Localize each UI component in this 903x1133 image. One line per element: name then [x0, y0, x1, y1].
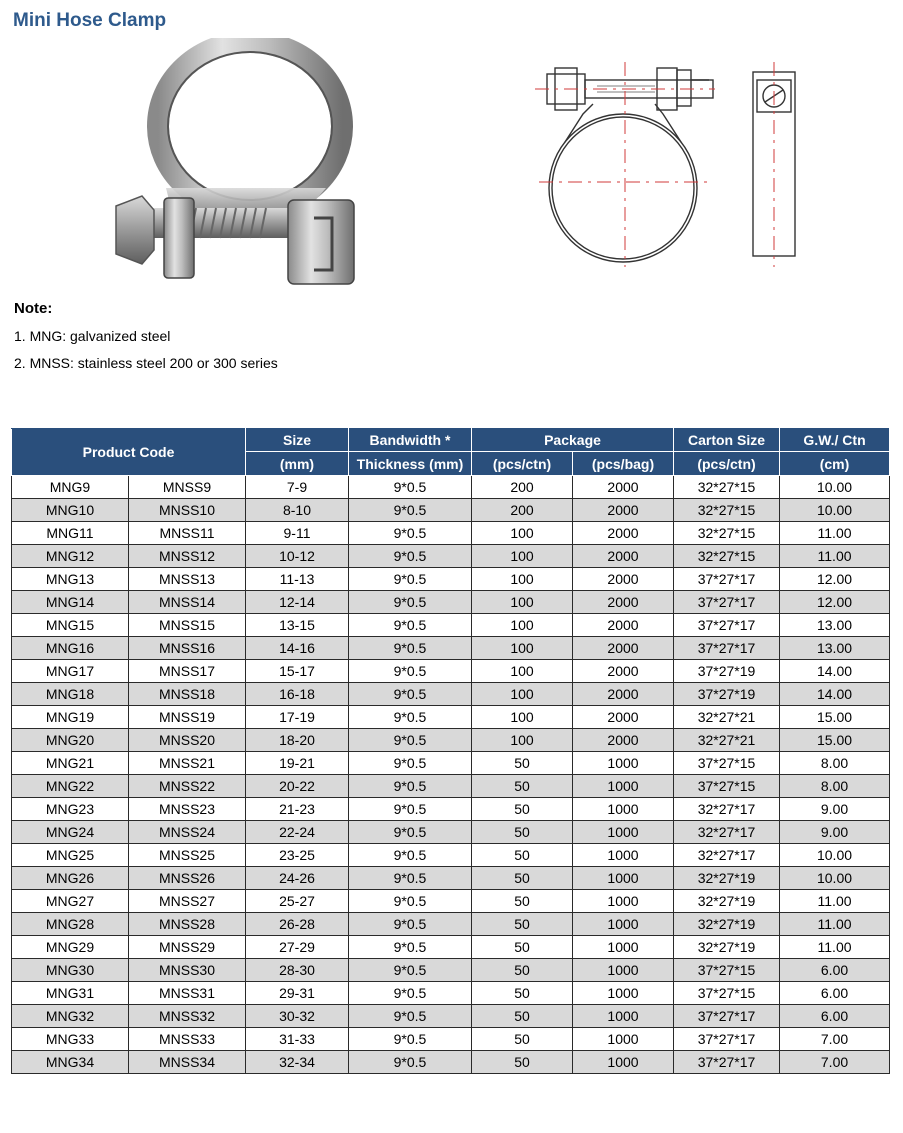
- cell-size: 10-12: [246, 545, 349, 568]
- cell-carton-size: 32*27*19: [674, 867, 780, 890]
- cell-pcs-bag: 1000: [573, 844, 674, 867]
- cell-size: 15-17: [246, 660, 349, 683]
- cell-pcs-ctn: 50: [472, 775, 573, 798]
- table-row: [12, 959, 890, 982]
- cell-mng-code: MNG19: [12, 706, 129, 729]
- cell-carton-size: 32*27*15: [674, 476, 780, 499]
- cell-mng-code: MNG30: [12, 959, 129, 982]
- cell-mng-code: MNG13: [12, 568, 129, 591]
- cell-bandwidth-thickness: 9*0.5: [349, 1005, 472, 1028]
- cell-pcs-ctn: 200: [472, 499, 573, 522]
- cell-carton-size: 37*27*15: [674, 959, 780, 982]
- cell-carton-size: 32*27*17: [674, 844, 780, 867]
- cell-pcs-bag: 2000: [573, 706, 674, 729]
- table-row: [12, 476, 890, 499]
- spec-table: [11, 428, 890, 1074]
- cell-bandwidth-thickness: 9*0.5: [349, 522, 472, 545]
- cell-bandwidth-thickness: 9*0.5: [349, 614, 472, 637]
- table-row: [12, 568, 890, 591]
- cell-carton-size: 37*27*15: [674, 752, 780, 775]
- cell-gross-weight: 13.00: [780, 637, 890, 660]
- cell-bandwidth-thickness: 9*0.5: [349, 476, 472, 499]
- cell-mnss-code: MNSS18: [129, 683, 246, 706]
- cell-mng-code: MNG14: [12, 591, 129, 614]
- cell-mnss-code: MNSS17: [129, 660, 246, 683]
- cell-pcs-bag: 2000: [573, 499, 674, 522]
- cell-gross-weight: 15.00: [780, 729, 890, 752]
- cell-pcs-ctn: 50: [472, 867, 573, 890]
- cell-bandwidth-thickness: 9*0.5: [349, 936, 472, 959]
- cell-mnss-code: MNSS24: [129, 821, 246, 844]
- cell-mng-code: MNG31: [12, 982, 129, 1005]
- cell-pcs-bag: 1000: [573, 867, 674, 890]
- cell-carton-size: 37*27*17: [674, 568, 780, 591]
- cell-pcs-bag: 2000: [573, 729, 674, 752]
- cell-gross-weight: 6.00: [780, 1005, 890, 1028]
- header-pcs-bag: (pcs/bag): [573, 452, 674, 476]
- cell-carton-size: 37*27*15: [674, 775, 780, 798]
- header-carton-size: Carton Size: [674, 429, 780, 452]
- table-row: [12, 591, 890, 614]
- cell-size: 18-20: [246, 729, 349, 752]
- cell-mng-code: MNG18: [12, 683, 129, 706]
- cell-pcs-ctn: 50: [472, 890, 573, 913]
- cell-pcs-ctn: 100: [472, 660, 573, 683]
- cell-gross-weight: 11.00: [780, 890, 890, 913]
- cell-gross-weight: 10.00: [780, 499, 890, 522]
- cell-bandwidth-thickness: 9*0.5: [349, 545, 472, 568]
- table-row: [12, 913, 890, 936]
- cell-size: 28-30: [246, 959, 349, 982]
- cell-pcs-ctn: 50: [472, 1005, 573, 1028]
- cell-size: 29-31: [246, 982, 349, 1005]
- cell-mnss-code: MNSS15: [129, 614, 246, 637]
- cell-mnss-code: MNSS16: [129, 637, 246, 660]
- cell-size: 8-10: [246, 499, 349, 522]
- table-row: [12, 637, 890, 660]
- cell-size: 11-13: [246, 568, 349, 591]
- cell-bandwidth-thickness: 9*0.5: [349, 499, 472, 522]
- cell-pcs-bag: 2000: [573, 545, 674, 568]
- cell-pcs-ctn: 100: [472, 545, 573, 568]
- cell-carton-size: 32*27*15: [674, 499, 780, 522]
- cell-bandwidth-thickness: 9*0.5: [349, 775, 472, 798]
- cell-pcs-ctn: 50: [472, 982, 573, 1005]
- cell-mnss-code: MNSS22: [129, 775, 246, 798]
- note-item: 2. MNSS: stainless steel 200 or 300 series: [14, 355, 278, 371]
- cell-pcs-bag: 1000: [573, 913, 674, 936]
- cell-pcs-bag: 2000: [573, 683, 674, 706]
- cell-carton-size: 32*27*21: [674, 729, 780, 752]
- cell-pcs-bag: 1000: [573, 798, 674, 821]
- cell-mnss-code: MNSS33: [129, 1028, 246, 1051]
- cell-size: 9-11: [246, 522, 349, 545]
- cell-size: 24-26: [246, 867, 349, 890]
- cell-pcs-ctn: 100: [472, 568, 573, 591]
- cell-size: 27-29: [246, 936, 349, 959]
- spec-table-body: [12, 476, 890, 1074]
- cell-pcs-bag: 1000: [573, 752, 674, 775]
- cell-mnss-code: MNSS34: [129, 1051, 246, 1074]
- cell-gross-weight: 14.00: [780, 660, 890, 683]
- cell-bandwidth-thickness: 9*0.5: [349, 844, 472, 867]
- cell-pcs-bag: 2000: [573, 568, 674, 591]
- cell-pcs-bag: 1000: [573, 1005, 674, 1028]
- cell-bandwidth-thickness: 9*0.5: [349, 683, 472, 706]
- cell-mnss-code: MNSS30: [129, 959, 246, 982]
- cell-pcs-ctn: 50: [472, 1051, 573, 1074]
- cell-gross-weight: 15.00: [780, 706, 890, 729]
- cell-gross-weight: 12.00: [780, 591, 890, 614]
- cell-mng-code: MNG27: [12, 890, 129, 913]
- cell-bandwidth-thickness: 9*0.5: [349, 660, 472, 683]
- cell-gross-weight: 12.00: [780, 568, 890, 591]
- header-gw-unit: (cm): [780, 452, 890, 476]
- header-size: Size: [246, 429, 349, 452]
- cell-mnss-code: MNSS13: [129, 568, 246, 591]
- table-row: [12, 614, 890, 637]
- table-row: [12, 1028, 890, 1051]
- cell-carton-size: 37*27*19: [674, 683, 780, 706]
- cell-bandwidth-thickness: 9*0.5: [349, 729, 472, 752]
- cell-mnss-code: MNSS11: [129, 522, 246, 545]
- cell-mnss-code: MNSS23: [129, 798, 246, 821]
- table-row: [12, 982, 890, 1005]
- note-item: 1. MNG: galvanized steel: [14, 328, 171, 344]
- cell-mnss-code: MNSS12: [129, 545, 246, 568]
- cell-mng-code: MNG29: [12, 936, 129, 959]
- cell-mnss-code: MNSS9: [129, 476, 246, 499]
- cell-size: 7-9: [246, 476, 349, 499]
- cell-mng-code: MNG32: [12, 1005, 129, 1028]
- cell-mnss-code: MNSS19: [129, 706, 246, 729]
- table-row: [12, 522, 890, 545]
- cell-mnss-code: MNSS26: [129, 867, 246, 890]
- technical-drawing: [535, 62, 855, 267]
- table-row: [12, 936, 890, 959]
- cell-pcs-bag: 1000: [573, 1051, 674, 1074]
- table-row: [12, 706, 890, 729]
- cell-gross-weight: 7.00: [780, 1051, 890, 1074]
- cell-mng-code: MNG24: [12, 821, 129, 844]
- cell-pcs-bag: 2000: [573, 660, 674, 683]
- cell-size: 13-15: [246, 614, 349, 637]
- header-package: Package: [472, 429, 674, 452]
- cell-bandwidth-thickness: 9*0.5: [349, 959, 472, 982]
- cell-size: 22-24: [246, 821, 349, 844]
- cell-mng-code: MNG20: [12, 729, 129, 752]
- cell-carton-size: 37*27*17: [674, 614, 780, 637]
- table-row: [12, 867, 890, 890]
- cell-mng-code: MNG22: [12, 775, 129, 798]
- cell-pcs-ctn: 50: [472, 959, 573, 982]
- cell-bandwidth-thickness: 9*0.5: [349, 982, 472, 1005]
- cell-size: 25-27: [246, 890, 349, 913]
- cell-bandwidth-thickness: 9*0.5: [349, 798, 472, 821]
- cell-bandwidth-thickness: 9*0.5: [349, 1051, 472, 1074]
- table-row: [12, 1005, 890, 1028]
- cell-mng-code: MNG25: [12, 844, 129, 867]
- cell-carton-size: 32*27*17: [674, 798, 780, 821]
- cell-carton-size: 37*27*19: [674, 660, 780, 683]
- cell-pcs-ctn: 50: [472, 936, 573, 959]
- cell-pcs-ctn: 50: [472, 821, 573, 844]
- cell-carton-size: 32*27*15: [674, 522, 780, 545]
- table-row: [12, 844, 890, 867]
- cell-mng-code: MNG26: [12, 867, 129, 890]
- cell-gross-weight: 7.00: [780, 1028, 890, 1051]
- cell-gross-weight: 9.00: [780, 798, 890, 821]
- cell-carton-size: 37*27*17: [674, 1051, 780, 1074]
- header-pcs-ctn: (pcs/ctn): [472, 452, 573, 476]
- page-title: Mini Hose Clamp: [13, 10, 167, 31]
- cell-carton-size: 32*27*21: [674, 706, 780, 729]
- cell-gross-weight: 11.00: [780, 936, 890, 959]
- cell-mnss-code: MNSS27: [129, 890, 246, 913]
- cell-carton-size: 32*27*19: [674, 936, 780, 959]
- cell-carton-size: 32*27*19: [674, 913, 780, 936]
- cell-bandwidth-thickness: 9*0.5: [349, 591, 472, 614]
- cell-pcs-ctn: 100: [472, 614, 573, 637]
- cell-mnss-code: MNSS21: [129, 752, 246, 775]
- cell-mnss-code: MNSS29: [129, 936, 246, 959]
- cell-mng-code: MNG10: [12, 499, 129, 522]
- cell-mng-code: MNG21: [12, 752, 129, 775]
- cell-mnss-code: MNSS10: [129, 499, 246, 522]
- cell-pcs-ctn: 50: [472, 844, 573, 867]
- table-row: [12, 890, 890, 913]
- cell-mnss-code: MNSS25: [129, 844, 246, 867]
- cell-bandwidth-thickness: 9*0.5: [349, 752, 472, 775]
- cell-pcs-ctn: 100: [472, 522, 573, 545]
- table-row: [12, 729, 890, 752]
- cell-gross-weight: 13.00: [780, 614, 890, 637]
- table-row: [12, 683, 890, 706]
- cell-gross-weight: 6.00: [780, 959, 890, 982]
- hose-clamp-photo: [106, 38, 366, 290]
- cell-pcs-bag: 1000: [573, 775, 674, 798]
- cell-bandwidth-thickness: 9*0.5: [349, 821, 472, 844]
- cell-carton-size: 37*27*17: [674, 591, 780, 614]
- cell-size: 26-28: [246, 913, 349, 936]
- cell-mng-code: MNG16: [12, 637, 129, 660]
- cell-pcs-bag: 1000: [573, 821, 674, 844]
- cell-carton-size: 37*27*17: [674, 1005, 780, 1028]
- cell-bandwidth-thickness: 9*0.5: [349, 706, 472, 729]
- cell-carton-size: 37*27*15: [674, 982, 780, 1005]
- cell-size: 21-23: [246, 798, 349, 821]
- cell-gross-weight: 11.00: [780, 913, 890, 936]
- cell-pcs-ctn: 100: [472, 706, 573, 729]
- header-gw: G.W./ Ctn: [780, 429, 890, 452]
- cell-bandwidth-thickness: 9*0.5: [349, 913, 472, 936]
- cell-pcs-ctn: 50: [472, 913, 573, 936]
- cell-pcs-bag: 2000: [573, 591, 674, 614]
- header-bandwidth: Bandwidth *: [349, 429, 472, 452]
- cell-mng-code: MNG9: [12, 476, 129, 499]
- cell-mng-code: MNG12: [12, 545, 129, 568]
- header-carton-unit: (pcs/ctn): [674, 452, 780, 476]
- cell-size: 30-32: [246, 1005, 349, 1028]
- cell-size: 32-34: [246, 1051, 349, 1074]
- cell-gross-weight: 10.00: [780, 476, 890, 499]
- table-row: [12, 499, 890, 522]
- cell-bandwidth-thickness: 9*0.5: [349, 890, 472, 913]
- cell-gross-weight: 10.00: [780, 844, 890, 867]
- cell-mng-code: MNG17: [12, 660, 129, 683]
- table-row: [12, 752, 890, 775]
- cell-mng-code: MNG33: [12, 1028, 129, 1051]
- cell-size: 23-25: [246, 844, 349, 867]
- cell-mnss-code: MNSS32: [129, 1005, 246, 1028]
- cell-mng-code: MNG15: [12, 614, 129, 637]
- cell-size: 19-21: [246, 752, 349, 775]
- cell-gross-weight: 9.00: [780, 821, 890, 844]
- cell-mnss-code: MNSS20: [129, 729, 246, 752]
- cell-mnss-code: MNSS31: [129, 982, 246, 1005]
- cell-size: 31-33: [246, 1028, 349, 1051]
- cell-pcs-ctn: 100: [472, 637, 573, 660]
- header-product-code: Product Code: [12, 429, 246, 476]
- cell-mng-code: MNG34: [12, 1051, 129, 1074]
- cell-pcs-bag: 1000: [573, 936, 674, 959]
- cell-size: 20-22: [246, 775, 349, 798]
- cell-size: 16-18: [246, 683, 349, 706]
- cell-gross-weight: 11.00: [780, 545, 890, 568]
- cell-mnss-code: MNSS14: [129, 591, 246, 614]
- cell-gross-weight: 14.00: [780, 683, 890, 706]
- table-row: [12, 1051, 890, 1074]
- table-row: [12, 660, 890, 683]
- cell-mng-code: MNG28: [12, 913, 129, 936]
- note-heading: Note:: [14, 300, 53, 317]
- cell-bandwidth-thickness: 9*0.5: [349, 568, 472, 591]
- cell-carton-size: 32*27*17: [674, 821, 780, 844]
- cell-size: 17-19: [246, 706, 349, 729]
- cell-mng-code: MNG11: [12, 522, 129, 545]
- cell-carton-size: 37*27*17: [674, 1028, 780, 1051]
- cell-pcs-bag: 2000: [573, 614, 674, 637]
- cell-gross-weight: 8.00: [780, 775, 890, 798]
- cell-gross-weight: 11.00: [780, 522, 890, 545]
- table-row: [12, 545, 890, 568]
- cell-pcs-ctn: 100: [472, 683, 573, 706]
- header-size-unit: (mm): [246, 452, 349, 476]
- table-row: [12, 775, 890, 798]
- cell-mnss-code: MNSS28: [129, 913, 246, 936]
- cell-pcs-ctn: 100: [472, 591, 573, 614]
- cell-size: 12-14: [246, 591, 349, 614]
- table-row: [12, 821, 890, 844]
- cell-pcs-bag: 2000: [573, 522, 674, 545]
- cell-pcs-ctn: 200: [472, 476, 573, 499]
- cell-pcs-bag: 2000: [573, 637, 674, 660]
- cell-pcs-bag: 1000: [573, 982, 674, 1005]
- cell-bandwidth-thickness: 9*0.5: [349, 637, 472, 660]
- cell-pcs-bag: 1000: [573, 1028, 674, 1051]
- cell-gross-weight: 6.00: [780, 982, 890, 1005]
- cell-carton-size: 32*27*15: [674, 545, 780, 568]
- cell-mng-code: MNG23: [12, 798, 129, 821]
- cell-bandwidth-thickness: 9*0.5: [349, 1028, 472, 1051]
- cell-size: 14-16: [246, 637, 349, 660]
- cell-pcs-ctn: 50: [472, 752, 573, 775]
- header-thickness: Thickness (mm): [349, 452, 472, 476]
- cell-bandwidth-thickness: 9*0.5: [349, 867, 472, 890]
- cell-gross-weight: 8.00: [780, 752, 890, 775]
- cell-pcs-ctn: 100: [472, 729, 573, 752]
- cell-pcs-bag: 1000: [573, 959, 674, 982]
- cell-pcs-ctn: 50: [472, 1028, 573, 1051]
- table-row: [12, 798, 890, 821]
- cell-carton-size: 37*27*17: [674, 637, 780, 660]
- cell-gross-weight: 10.00: [780, 867, 890, 890]
- cell-carton-size: 32*27*19: [674, 890, 780, 913]
- cell-pcs-bag: 1000: [573, 890, 674, 913]
- cell-pcs-bag: 2000: [573, 476, 674, 499]
- cell-pcs-ctn: 50: [472, 798, 573, 821]
